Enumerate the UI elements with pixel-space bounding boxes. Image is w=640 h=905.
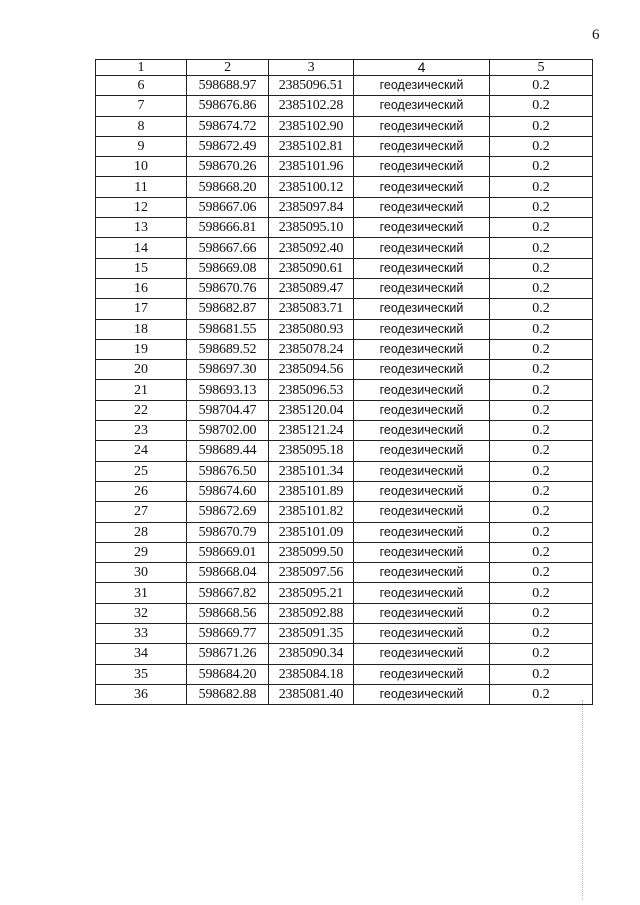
table-row [96,197,593,217]
table-row [96,177,593,197]
y-coordinate-cell: 2385081.40 [269,684,354,704]
x-coordinate-cell: 598672.49 [187,136,269,156]
x-coordinate-cell: 598697.30 [187,360,269,380]
y-coordinate-cell: 2385102.90 [269,116,354,136]
y-coordinate-cell: 2385092.88 [269,603,354,623]
accuracy-cell: 0.2 [490,96,593,116]
table-row [96,238,593,258]
table-header-row [96,60,593,76]
table-row [96,624,593,644]
table-row [96,319,593,339]
table-row [96,542,593,562]
accuracy-cell: 0.2 [490,136,593,156]
method-cell: геодезический [354,157,490,177]
y-coordinate-cell: 2385095.18 [269,441,354,461]
point-number-cell: 32 [96,603,187,623]
point-number-cell: 13 [96,218,187,238]
point-number-cell: 6 [96,76,187,96]
table-row [96,684,593,704]
x-coordinate-cell: 598669.08 [187,258,269,278]
method-cell: геодезический [354,684,490,704]
point-number-cell: 24 [96,441,187,461]
y-coordinate-cell: 2385101.82 [269,502,354,522]
point-number-cell: 18 [96,319,187,339]
accuracy-cell: 0.2 [490,664,593,684]
method-cell: геодезический [354,197,490,217]
method-cell: геодезический [354,583,490,603]
y-coordinate-cell: 2385121.24 [269,421,354,441]
x-coordinate-cell: 598668.20 [187,177,269,197]
table-row [96,299,593,319]
point-number-cell: 22 [96,400,187,420]
y-coordinate-cell: 2385084.18 [269,664,354,684]
header-col-1: 1 [96,60,187,76]
accuracy-cell: 0.2 [490,542,593,562]
header-col-4: 4 [354,60,490,76]
table-row [96,258,593,278]
accuracy-cell: 0.2 [490,441,593,461]
x-coordinate-cell: 598676.86 [187,96,269,116]
point-number-cell: 27 [96,502,187,522]
x-coordinate-cell: 598668.04 [187,563,269,583]
point-number-cell: 10 [96,157,187,177]
point-number-cell: 16 [96,278,187,298]
accuracy-cell: 0.2 [490,76,593,96]
accuracy-cell: 0.2 [490,380,593,400]
method-cell: геодезический [354,116,490,136]
accuracy-cell: 0.2 [490,502,593,522]
y-coordinate-cell: 2385101.89 [269,481,354,501]
header-col-2: 2 [187,60,269,76]
accuracy-cell: 0.2 [490,116,593,136]
table-row [96,116,593,136]
x-coordinate-cell: 598669.77 [187,624,269,644]
header-col-5: 5 [490,60,593,76]
x-coordinate-cell: 598672.69 [187,502,269,522]
x-coordinate-cell: 598704.47 [187,400,269,420]
method-cell: геодезический [354,664,490,684]
method-cell: геодезический [354,218,490,238]
y-coordinate-cell: 2385102.28 [269,96,354,116]
accuracy-cell: 0.2 [490,583,593,603]
accuracy-cell: 0.2 [490,319,593,339]
table-row [96,76,593,96]
y-coordinate-cell: 2385100.12 [269,177,354,197]
method-cell: геодезический [354,441,490,461]
point-number-cell: 15 [96,258,187,278]
point-number-cell: 11 [96,177,187,197]
table-row [96,583,593,603]
y-coordinate-cell: 2385101.09 [269,522,354,542]
point-number-cell: 36 [96,684,187,704]
table-row [96,400,593,420]
table-row [96,96,593,116]
accuracy-cell: 0.2 [490,400,593,420]
method-cell: геодезический [354,76,490,96]
y-coordinate-cell: 2385097.84 [269,197,354,217]
point-number-cell: 30 [96,563,187,583]
point-number-cell: 25 [96,461,187,481]
x-coordinate-cell: 598684.20 [187,664,269,684]
accuracy-cell: 0.2 [490,218,593,238]
accuracy-cell: 0.2 [490,421,593,441]
method-cell: геодезический [354,319,490,339]
point-number-cell: 33 [96,624,187,644]
point-number-cell: 19 [96,339,187,359]
accuracy-cell: 0.2 [490,644,593,664]
method-cell: геодезический [354,177,490,197]
y-coordinate-cell: 2385097.56 [269,563,354,583]
point-number-cell: 12 [96,197,187,217]
method-cell: геодезический [354,258,490,278]
method-cell: геодезический [354,542,490,562]
table-row [96,421,593,441]
coordinates-table [95,59,593,705]
method-cell: геодезический [354,299,490,319]
x-coordinate-cell: 598676.50 [187,461,269,481]
table-row [96,360,593,380]
table-row [96,380,593,400]
method-cell: геодезический [354,644,490,664]
y-coordinate-cell: 2385090.34 [269,644,354,664]
page-number: 6 [592,27,600,43]
x-coordinate-cell: 598670.26 [187,157,269,177]
table-row [96,664,593,684]
accuracy-cell: 0.2 [490,278,593,298]
table-row [96,157,593,177]
accuracy-cell: 0.2 [490,299,593,319]
method-cell: геодезический [354,278,490,298]
y-coordinate-cell: 2385120.04 [269,400,354,420]
method-cell: геодезический [354,339,490,359]
method-cell: геодезический [354,522,490,542]
x-coordinate-cell: 598682.88 [187,684,269,704]
accuracy-cell: 0.2 [490,197,593,217]
method-cell: геодезический [354,360,490,380]
method-cell: геодезический [354,380,490,400]
x-coordinate-cell: 598702.00 [187,421,269,441]
y-coordinate-cell: 2385102.81 [269,136,354,156]
accuracy-cell: 0.2 [490,563,593,583]
method-cell: геодезический [354,421,490,441]
y-coordinate-cell: 2385090.61 [269,258,354,278]
y-coordinate-cell: 2385080.93 [269,319,354,339]
y-coordinate-cell: 2385092.40 [269,238,354,258]
point-number-cell: 26 [96,481,187,501]
accuracy-cell: 0.2 [490,258,593,278]
margin-dotted-line [582,700,583,900]
x-coordinate-cell: 598670.76 [187,278,269,298]
x-coordinate-cell: 598689.44 [187,441,269,461]
method-cell: геодезический [354,502,490,522]
y-coordinate-cell: 2385094.56 [269,360,354,380]
y-coordinate-cell: 2385101.96 [269,157,354,177]
point-number-cell: 8 [96,116,187,136]
method-cell: геодезический [354,481,490,501]
point-number-cell: 29 [96,542,187,562]
point-number-cell: 31 [96,583,187,603]
point-number-cell: 14 [96,238,187,258]
y-coordinate-cell: 2385096.51 [269,76,354,96]
method-cell: геодезический [354,136,490,156]
table-row [96,563,593,583]
accuracy-cell: 0.2 [490,684,593,704]
table-row [96,522,593,542]
table-row [96,603,593,623]
point-number-cell: 28 [96,522,187,542]
point-number-cell: 9 [96,136,187,156]
x-coordinate-cell: 598674.72 [187,116,269,136]
table-row [96,441,593,461]
x-coordinate-cell: 598681.55 [187,319,269,339]
y-coordinate-cell: 2385091.35 [269,624,354,644]
table-row [96,278,593,298]
x-coordinate-cell: 598693.13 [187,380,269,400]
x-coordinate-cell: 598666.81 [187,218,269,238]
y-coordinate-cell: 2385089.47 [269,278,354,298]
y-coordinate-cell: 2385083.71 [269,299,354,319]
table-row [96,644,593,664]
y-coordinate-cell: 2385099.50 [269,542,354,562]
point-number-cell: 20 [96,360,187,380]
x-coordinate-cell: 598667.82 [187,583,269,603]
method-cell: геодезический [354,624,490,644]
point-number-cell: 21 [96,380,187,400]
y-coordinate-cell: 2385101.34 [269,461,354,481]
x-coordinate-cell: 598668.56 [187,603,269,623]
x-coordinate-cell: 598682.87 [187,299,269,319]
table-row [96,481,593,501]
table-row [96,502,593,522]
x-coordinate-cell: 598670.79 [187,522,269,542]
accuracy-cell: 0.2 [490,624,593,644]
accuracy-cell: 0.2 [490,481,593,501]
x-coordinate-cell: 598669.01 [187,542,269,562]
method-cell: геодезический [354,563,490,583]
x-coordinate-cell: 598671.26 [187,644,269,664]
y-coordinate-cell: 2385096.53 [269,380,354,400]
accuracy-cell: 0.2 [490,157,593,177]
accuracy-cell: 0.2 [490,360,593,380]
table-row [96,339,593,359]
header-col-3: 3 [269,60,354,76]
method-cell: геодезический [354,603,490,623]
x-coordinate-cell: 598689.52 [187,339,269,359]
x-coordinate-cell: 598688.97 [187,76,269,96]
point-number-cell: 17 [96,299,187,319]
y-coordinate-cell: 2385095.21 [269,583,354,603]
point-number-cell: 23 [96,421,187,441]
method-cell: геодезический [354,96,490,116]
table-row [96,218,593,238]
table-body [96,76,593,705]
y-coordinate-cell: 2385078.24 [269,339,354,359]
table-row [96,136,593,156]
accuracy-cell: 0.2 [490,603,593,623]
table-row [96,461,593,481]
accuracy-cell: 0.2 [490,522,593,542]
point-number-cell: 35 [96,664,187,684]
method-cell: геодезический [354,461,490,481]
y-coordinate-cell: 2385095.10 [269,218,354,238]
method-cell: геодезический [354,238,490,258]
x-coordinate-cell: 598667.06 [187,197,269,217]
point-number-cell: 7 [96,96,187,116]
accuracy-cell: 0.2 [490,339,593,359]
point-number-cell: 34 [96,644,187,664]
x-coordinate-cell: 598674.60 [187,481,269,501]
accuracy-cell: 0.2 [490,461,593,481]
x-coordinate-cell: 598667.66 [187,238,269,258]
accuracy-cell: 0.2 [490,238,593,258]
method-cell: геодезический [354,400,490,420]
accuracy-cell: 0.2 [490,177,593,197]
